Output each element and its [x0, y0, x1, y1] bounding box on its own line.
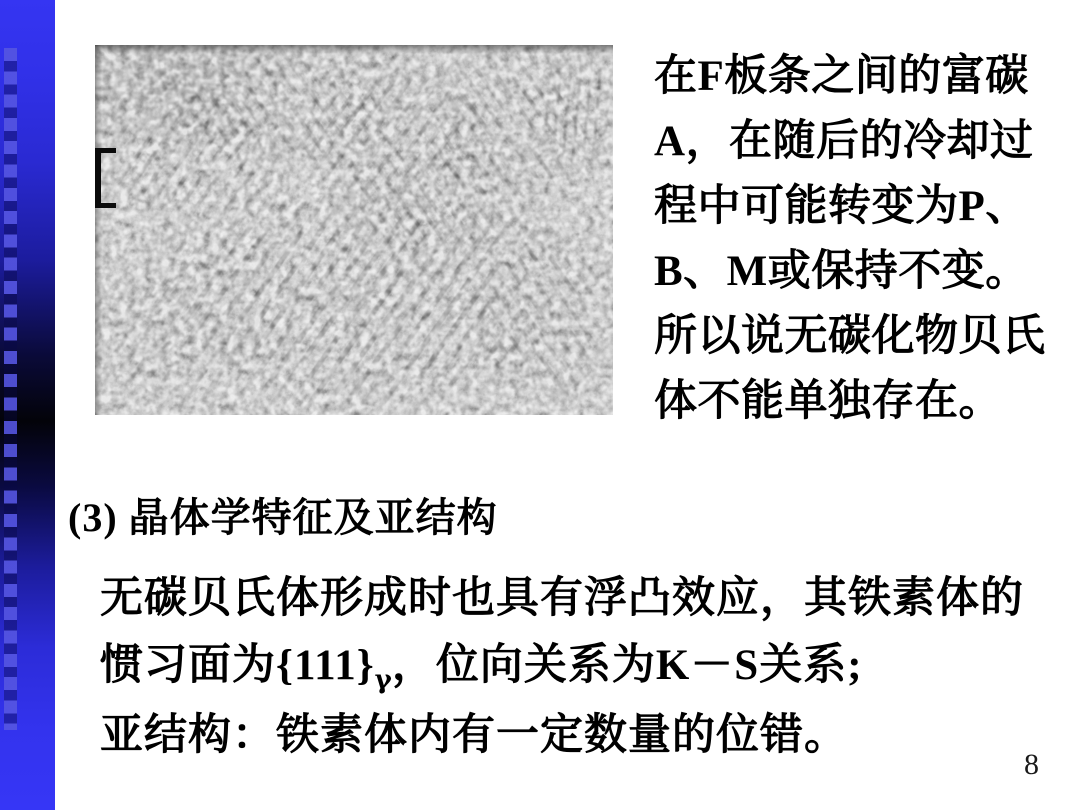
gamma-subscript: γ — [374, 665, 392, 695]
body-line-3: 亚结构：铁素体内有一定数量的位错。 — [100, 712, 848, 759]
page-number: 8 — [1024, 748, 1039, 781]
micrograph-noise — [95, 45, 613, 415]
sidebar-gradient-bar — [0, 0, 55, 810]
body-line-2-post: ，位向关系为K－S关系; — [391, 642, 863, 689]
micrograph-left-edge — [95, 45, 102, 415]
caption-line: 程中可能转变为P、 — [654, 183, 1029, 230]
micrograph-image — [95, 45, 613, 415]
micrograph-top-edge — [95, 45, 613, 54]
caption-line: 体不能单独存在。 — [654, 378, 1002, 425]
caption-line: B、M或保持不变。 — [654, 248, 1029, 295]
sidebar-square-track — [4, 48, 17, 730]
caption-line: 在F板条之间的富碳 — [654, 53, 1029, 100]
caption-text — [654, 44, 1054, 434]
section-heading: (3) 晶体学特征及亚结构 — [68, 495, 498, 540]
micrograph-bracket-mark — [95, 148, 116, 208]
body-line-2 — [100, 631, 863, 695]
caption-line: A，在随后的冷却过 — [654, 118, 1034, 165]
body-line-1: 无碳贝氏体形成时也具有浮凸效应，其铁素体的 — [100, 575, 1024, 622]
body-line-2-pre: 惯习面为{111} — [100, 642, 375, 689]
caption-line: 所以说无碳化物贝氏 — [654, 313, 1046, 360]
